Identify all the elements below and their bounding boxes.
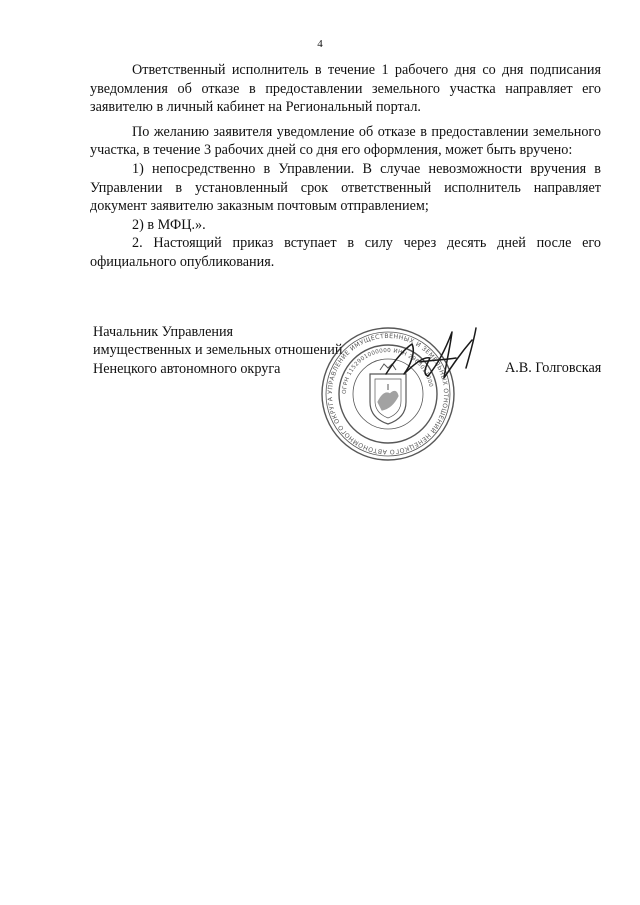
paragraph-option-1: 1) непосредственно в Управлении. В случае невозможности вручения в Управлении в установленный срок ответственный исполнитель направляет документ заявителю заказным почтовым отправлением; <box>90 160 601 215</box>
handwritten-signature-icon <box>380 318 490 398</box>
signatory-title-line-3: Ненецкого автономного округа <box>93 360 281 377</box>
paragraph-responsible-executor: Ответственный исполнитель в течение 1 рабочего дня со дня подписания уведомления об отказе в предоставлении земельного участка направляет его заявителю в личный кабинет на Региональный портал. <box>90 62 601 116</box>
paragraph-applicant-request: По желанию заявителя уведомление об отказе в предоставлении земельного участка, в течение 3 рабочих дней со дня его оформления, может быть вручено: <box>90 123 601 159</box>
document-body <box>90 61 601 278</box>
page-number: 4 <box>317 38 323 50</box>
svg-text:УПРАВЛЕНИЕ ИМУЩЕСТВЕННЫХ И ЗЕМ: УПРАВЛЕНИЕ ИМУЩЕСТВЕННЫХ И ЗЕМЕЛЬНЫХ ОТНОШЕНИЙ НЕНЕЦКОГО АВТОНОМНОГО ОКРУГА <box>326 332 450 456</box>
signatory-title-line-1: Начальник Управления <box>93 324 234 340</box>
paragraph-option-2: 2) в МФЦ.». <box>132 216 206 233</box>
signatory-title-line-2: имущественных и земельных отношений <box>93 342 343 359</box>
paragraph-effective-date: 2. Настоящий приказ вступает в силу через десять дней после его официального опубликования. <box>90 235 601 270</box>
svg-text:ОГРН 1152901000000 ИНН 2983011: ОГРН 1152901000000 ИНН 2983011000 <box>341 347 434 395</box>
signatory-name: А.В. Голговская <box>505 360 602 376</box>
